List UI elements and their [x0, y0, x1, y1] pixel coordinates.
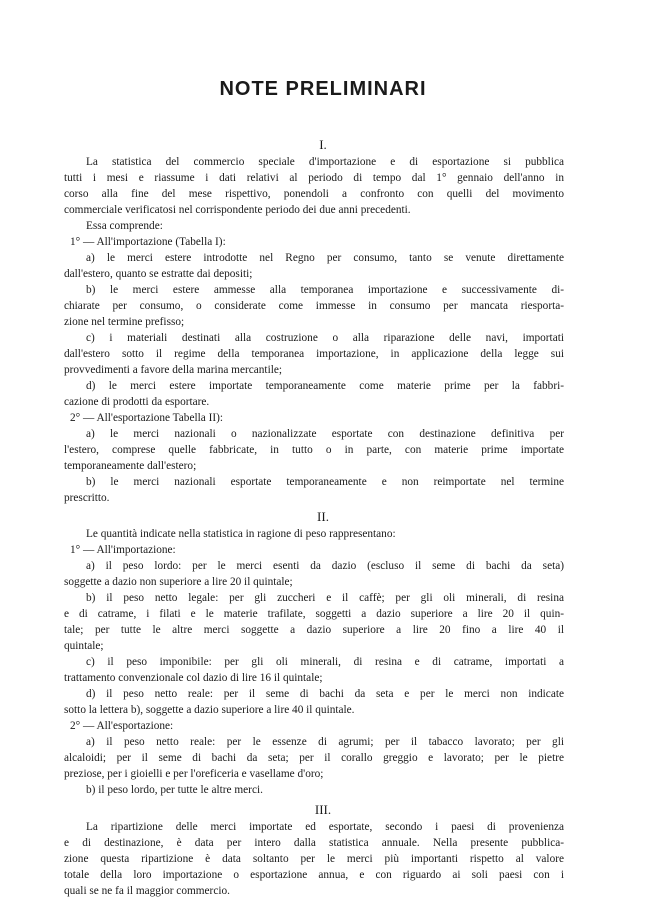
subheading-esportazione: 2° — All'esportazione: [70, 720, 174, 732]
list-item: d) il peso netto reale: per il seme di bachi da seta e per le merci non indicate [86, 688, 564, 700]
list-item-continuation: temporaneamente dall'estero; [64, 460, 197, 472]
paragraph-line: e di destinazione, è data per intero dalla statistica annuale. Nella presente pubblica- [64, 837, 564, 849]
subheading-esportazione: 2° — All'esportazione Tabella II): [70, 412, 223, 424]
list-item: b) le merci estere ammesse alla temporanea importazione e successivamente di- [86, 284, 564, 296]
subheading-importazione: 1° — All'importazione: [70, 544, 176, 556]
list-item: a) il peso lordo: per le merci esenti da dazio (escluso il seme di bachi da seta) [86, 560, 564, 572]
list-item: b) le merci nazionali esportate temporaneamente e non reimportate nel termine [86, 476, 564, 488]
paragraph-line: corso alla fine del mese rispettivo, ponendoli a confronto con quelli del movimento [64, 188, 564, 200]
list-item: a) il peso netto reale: per le essenze di agrumi; per il tabacco lavorato; per gli [86, 736, 564, 748]
list-item-continuation: l'estero, comprese quelle fabbricate, in tutto o in parte, con materie prime importate [64, 444, 564, 456]
list-item: c) i materiali destinati alla costruzione o alla riparazione delle navi, importati [86, 332, 564, 344]
list-item: b) il peso netto legale: per gli zuccheri e il caffè; per gli oli minerali, di resina [86, 592, 564, 604]
list-item-continuation: soggette a dazio non superiore a lire 20 il quintale; [64, 576, 293, 588]
list-item-continuation: preziose, per i gioielli e per l'oreficeria e vasellame d'oro; [64, 768, 324, 780]
list-item: c) il peso imponibile: per gli oli minerali, di resina e di catrame, importati a [86, 656, 564, 668]
list-item-continuation: dall'estero, quanto se estratte dai depositi; [64, 268, 253, 280]
list-item-continuation: provvedimenti a favore della marina mercantile; [64, 364, 282, 376]
list-item-continuation: quintale; [64, 640, 104, 652]
section-heading-1: I. [319, 137, 327, 152]
list-item-continuation: sotto la lettera b), soggette a dazio superiore a lire 40 il quintale. [64, 704, 355, 716]
list-item-continuation: chiarate per consumo, o considerate come immesse in consumo per mancata riesporta- [64, 300, 564, 312]
list-item-continuation: prescritto. [64, 492, 110, 504]
list-item-continuation: tale; per tutte le altre merci soggette a dazio superiore a lire 20 fino a lire 40 il [64, 624, 564, 636]
paragraph-line: commerciale verificatosi nel corrispondente periodo dei due anni precedenti. [64, 204, 411, 216]
paragraph-line: totale della loro importazione o esportazione annua, e con riguardo ai soli paesi con i [64, 869, 564, 881]
paragraph-line: La ripartizione delle merci importate ed esportate, secondo i paesi di provenienza [86, 821, 564, 833]
list-item-continuation: cazione di prodotti da esportare. [64, 396, 210, 408]
section-heading-2: II. [317, 509, 329, 524]
paragraph-line: Le quantità indicate nella statistica in ragione di peso rappresentano: [86, 528, 396, 540]
list-item-continuation: trattamento convenzionale col dazio di lire 16 il quintale; [64, 672, 323, 684]
subheading-importazione: 1° — All'importazione (Tabella I): [70, 236, 226, 248]
list-item-continuation: e di catrame, i filati e le materie trafilate, soggetti a dazio superiore a lire 20 il quin- [64, 608, 564, 620]
list-item: b) il peso lordo, per tutte le altre merci. [86, 784, 263, 796]
paragraph-line: quali se ne fa il maggior commercio. [64, 885, 230, 897]
paragraph-line: zione questa ripartizione è data soltanto per le merci più importanti rispetto al valore [64, 853, 564, 865]
list-item: d) le merci estere importate temporaneamente come materie prime per la fabbri- [86, 380, 564, 392]
list-item-continuation: dall'estero sotto il regime della temporanea importazione, in applicazione della legge sui [64, 348, 564, 360]
list-item-continuation: zione nel termine prefisso; [64, 316, 185, 328]
list-item-continuation: alcaloidi; per il seme di bachi da seta; per il corallo greggio e lavorato; per le pietre [64, 752, 564, 764]
section-heading-3: III. [314, 802, 332, 817]
paragraph-line: La statistica del commercio speciale d'importazione e di esportazione si pubblica [86, 156, 564, 168]
page-title: NOTE PRELIMINARI [219, 78, 427, 100]
list-item: a) le merci estere introdotte nel Regno per consumo, tanto se venute direttamente [86, 252, 564, 264]
paragraph-line: Essa comprende: [86, 220, 163, 232]
list-item: a) le merci nazionali o nazionalizzate esportate con destinazione definitiva per [86, 428, 564, 440]
paragraph-line: tutti i mesi e riassume i dati relativi al periodo di tempo dal 1° gennaio dell'anno in [64, 172, 564, 184]
